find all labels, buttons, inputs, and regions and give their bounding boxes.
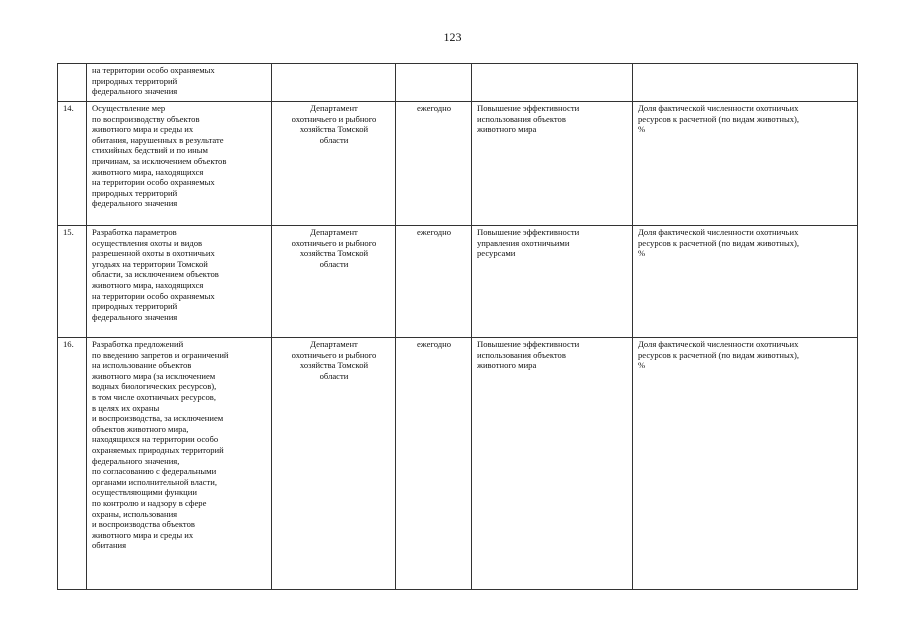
result-cell-line: Повышение эффективности <box>477 103 580 113</box>
measure-cell-line: и воспроизводства объектов <box>92 519 195 530</box>
result-cell-line: использования объектов <box>477 349 566 360</box>
row-number: 16. <box>58 338 87 590</box>
measure-cell-line: на территории особо охраняемых <box>92 290 215 301</box>
indicator-cell <box>633 226 858 338</box>
table-row <box>58 64 858 102</box>
result-cell-line: животного мира <box>477 360 537 371</box>
measure-cell <box>87 64 272 102</box>
measure-cell-line: животного мира, находящихся <box>92 279 204 290</box>
executor-cell-line: охотничьего и рыбного <box>291 349 377 360</box>
measure-cell <box>87 102 272 226</box>
executor-cell-line: хозяйства Томской <box>299 360 369 371</box>
result-cell-line: животного мира <box>477 124 537 135</box>
measure-cell-line: органами исполнительной власти, <box>92 476 217 487</box>
executor-cell-line: Департамент <box>310 227 358 237</box>
executor-cell <box>272 226 396 338</box>
measure-cell-line: по введению запретов и ограничений <box>92 349 229 360</box>
indicator-cell <box>633 338 858 590</box>
indicator-cell-line: % <box>638 360 646 371</box>
measure-cell-line: природных территорий <box>92 187 178 198</box>
measure-cell-line: обитания <box>92 540 127 551</box>
period-cell: ежегодно <box>396 226 472 338</box>
measure-cell-line: федерального значения <box>92 86 178 97</box>
measure-cell-line: на территории особо охраняемых <box>92 65 215 75</box>
executor-cell-line: Департамент <box>310 339 358 349</box>
measure-cell-line: животного мира и среды их <box>92 529 194 540</box>
measure-cell-line: животного мира и среды их <box>92 124 194 135</box>
measure-cell-line: обитания, нарушенных в результате <box>92 134 224 145</box>
measure-cell-line: осуществления охоты и видов <box>92 237 203 248</box>
executor-cell <box>272 102 396 226</box>
measure-cell-line: природных территорий <box>92 75 178 86</box>
executor-cell <box>272 338 396 590</box>
measure-cell-line: Разработка предложений <box>92 339 184 349</box>
indicator-cell-line: Доля фактической численности охотничьих <box>638 339 799 349</box>
measure-cell-line: в целях их охраны <box>92 402 160 413</box>
measure-cell-line: по согласованию с федеральными <box>92 466 217 477</box>
indicator-cell-line: Доля фактической численности охотничьих <box>638 103 799 113</box>
executor-cell-line: хозяйства Томской <box>299 248 369 259</box>
measure-cell-line: находящихся на территории особо <box>92 434 219 445</box>
period-cell: ежегодно <box>396 102 472 226</box>
executor-cell-line: охотничьего и рыбного <box>291 237 377 248</box>
page-number: 123 <box>443 30 462 44</box>
indicator-cell-line: % <box>638 248 646 259</box>
measure-cell-line: причинам, за исключением объектов <box>92 155 227 166</box>
measure-cell-line: по воспроизводству объектов <box>92 113 200 124</box>
indicator-cell-line: Доля фактической численности охотничьих <box>638 227 799 237</box>
measure-cell-line: животного мира, находящихся <box>92 166 204 177</box>
measure-cell-line: федерального значения <box>92 198 178 209</box>
executor-cell-line: области <box>319 258 349 269</box>
indicator-cell <box>633 102 858 226</box>
executor-cell-line: охотничьего и рыбного <box>291 113 377 124</box>
measure-cell-line: разрешенной охоты в охотничьих <box>92 248 215 259</box>
executor-cell-line: области <box>319 370 349 381</box>
measure-cell-line: водных биологических ресурсов), <box>92 381 217 392</box>
result-cell-line: Повышение эффективности <box>477 339 580 349</box>
row-number <box>58 64 87 102</box>
executor-cell-line: хозяйства Томской <box>299 124 369 135</box>
executor-cell-line: Департамент <box>310 103 358 113</box>
measure-cell-line: и воспроизводства, за исключением <box>92 413 224 424</box>
measure-cell-line: на использование объектов <box>92 360 192 371</box>
measure-cell <box>87 226 272 338</box>
result-cell <box>472 226 633 338</box>
measure-cell-line: объектов животного мира, <box>92 423 189 434</box>
measure-cell-line: угодьях на территории Томской <box>92 258 208 269</box>
measure-cell-line: в том числе охотничьих ресурсов, <box>92 391 216 402</box>
row-number: 14. <box>58 102 87 226</box>
result-cell-line: ресурсами <box>477 248 516 259</box>
measure-cell-line: охраняемых природных территорий <box>92 444 224 455</box>
table-row <box>58 226 858 338</box>
result-cell <box>472 102 633 226</box>
result-cell-line: Повышение эффективности <box>477 227 580 237</box>
measure-cell <box>87 338 272 590</box>
measure-cell-line: Осуществление мер <box>92 103 166 113</box>
period-cell: ежегодно <box>396 338 472 590</box>
measure-cell-line: стихийных бедствий и по иным <box>92 145 208 156</box>
result-cell <box>472 64 633 102</box>
measure-cell-line: федерального значения, <box>92 455 180 466</box>
indicator-cell-line: % <box>638 124 646 135</box>
measure-cell-line: на территории особо охраняемых <box>92 177 215 188</box>
executor-cell-line: области <box>319 134 349 145</box>
measure-cell-line: животного мира (за исключением <box>92 370 216 381</box>
indicator-cell-line: ресурсов к расчетной (по видам животных), <box>638 349 800 360</box>
measure-cell-line: охраны, использования <box>92 508 178 519</box>
measure-cell-line: природных территорий <box>92 301 178 312</box>
measure-cell-line: Разработка параметров <box>92 227 177 237</box>
executor-cell <box>272 64 396 102</box>
result-cell-line: управления охотничьими <box>477 237 570 248</box>
indicator-cell-line: ресурсов к расчетной (по видам животных), <box>638 237 800 248</box>
measure-cell-line: осуществляющими функции <box>92 487 197 498</box>
table-row <box>58 102 858 226</box>
measure-cell-line: области, за исключением объектов <box>92 269 219 280</box>
indicator-cell <box>633 64 858 102</box>
row-number: 15. <box>58 226 87 338</box>
table-body <box>58 64 858 590</box>
result-cell-line: использования объектов <box>477 113 566 124</box>
measure-cell-line: по контролю и надзору в сфере <box>92 497 207 508</box>
measure-cell-line: федерального значения <box>92 311 178 322</box>
table-row <box>58 338 858 590</box>
indicator-cell-line: ресурсов к расчетной (по видам животных), <box>638 113 800 124</box>
period-cell <box>396 64 472 102</box>
result-cell <box>472 338 633 590</box>
measures-table <box>57 63 858 590</box>
